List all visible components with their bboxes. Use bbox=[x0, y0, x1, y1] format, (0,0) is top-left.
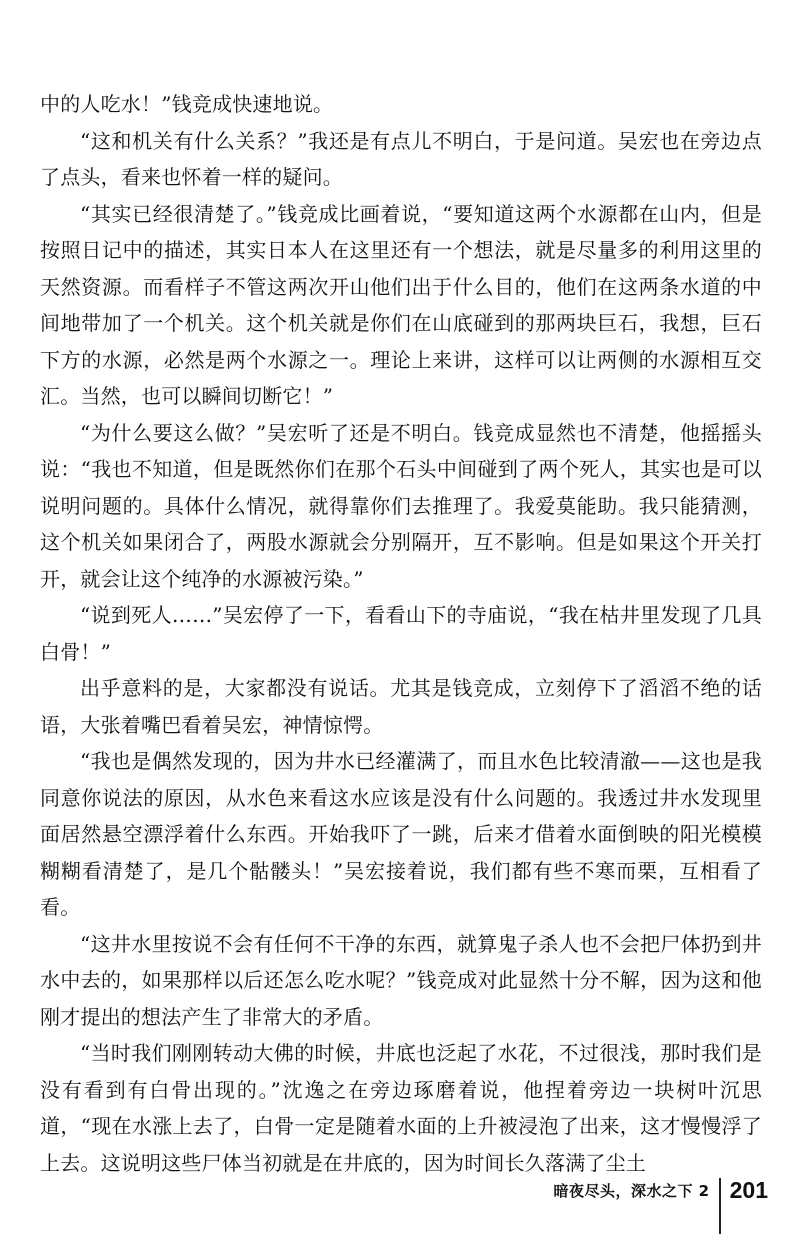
page-number: 201 bbox=[729, 1177, 768, 1203]
paragraph-8: “这井水里按说不会有任何不干净的东西，就算鬼子杀人也不会把尸体扔到井水中去的，如果那样以后还怎么吃水呢？”钱竞成对此显然十分不解，因为这和他刚才提出的想法产生了非常大的矛盾。 bbox=[40, 931, 762, 1029]
body-text bbox=[40, 86, 762, 1181]
footer-divider bbox=[719, 1178, 721, 1234]
paragraph-5: “说到死人……”吴宏停了一下，看看山下的寺庙说，“我在枯井里发现了几具白骨！” bbox=[40, 603, 762, 664]
running-title: 暗夜尽头，深水之下 2 bbox=[553, 1182, 710, 1200]
paragraph-3: “其实已经很清楚了。”钱竞成比画着说，“要知道这两个水源都在山内，但是按照日记中的描述，其实日本人在这里还有一个想法，就是尽量多的利用这里的天然资源。而看样子不管这两次开山他们出于什么目的，他们在这两条水道的中间地带加了一个机关。这个机关就是你们在山底碰到的那两块巨石，我想，巨石下方的水源，必然是两个水源之一。理论上来讲，这样可以让两侧的水源相互交汇。当然，也可以瞬间切断它！” bbox=[40, 201, 762, 408]
paragraph-1: 中的人吃水！”钱竞成快速地说。 bbox=[40, 92, 334, 116]
paragraph-9: “当时我们刚刚转动大佛的时候，井底也泛起了水花，不过很浅，那时我们是没有看到有白骨出现的。”沈逸之在旁边琢磨着说，他捏着旁边一块树叶沉思道，“现在水涨上去了，白骨一定是随着水面的上升被浸泡了出来，这才慢慢浮了上去。这说明这些尸体当初就是在井底的，因为时间长久落满了尘土 bbox=[40, 1041, 762, 1175]
page-footer bbox=[553, 1178, 768, 1234]
paragraph-4: “为什么要这么做？”吴宏听了还是不明白。钱竞成显然也不清楚，他摇摇头说：“我也不知道，但是既然你们在那个石头中间碰到了两个死人，其实也是可以说明问题的。具体什么情况，就得靠你们去推理了。我爱莫能助。我只能猜测，这个机关如果闭合了，两股水源就会分别隔开，互不影响。但是如果这个开关打开，就会让这个纯净的水源被污染。” bbox=[40, 420, 762, 591]
paragraph-2: “这和机关有什么关系？”我还是有点儿不明白，于是问道。吴宏也在旁边点了点头，看来也怀着一样的疑问。 bbox=[40, 128, 762, 189]
paragraph-6: 出乎意料的是，大家都没有说话。尤其是钱竞成，立刻停下了滔滔不绝的话语，大张着嘴巴看着吴宏，神情惊愕。 bbox=[40, 676, 762, 737]
paragraph-7: “我也是偶然发现的，因为井水已经灌满了，而且水色比较清澈——这也是我同意你说法的原因，从水色来看这水应该是没有什么问题的。我透过井水发现里面居然悬空漂浮着什么东西。开始我吓了一跳，后来才借着水面倒映的阳光模模糊糊看清楚了，是几个骷髅头！”吴宏接着说，我们都有些不寒而栗，互相看了看。 bbox=[40, 749, 762, 919]
